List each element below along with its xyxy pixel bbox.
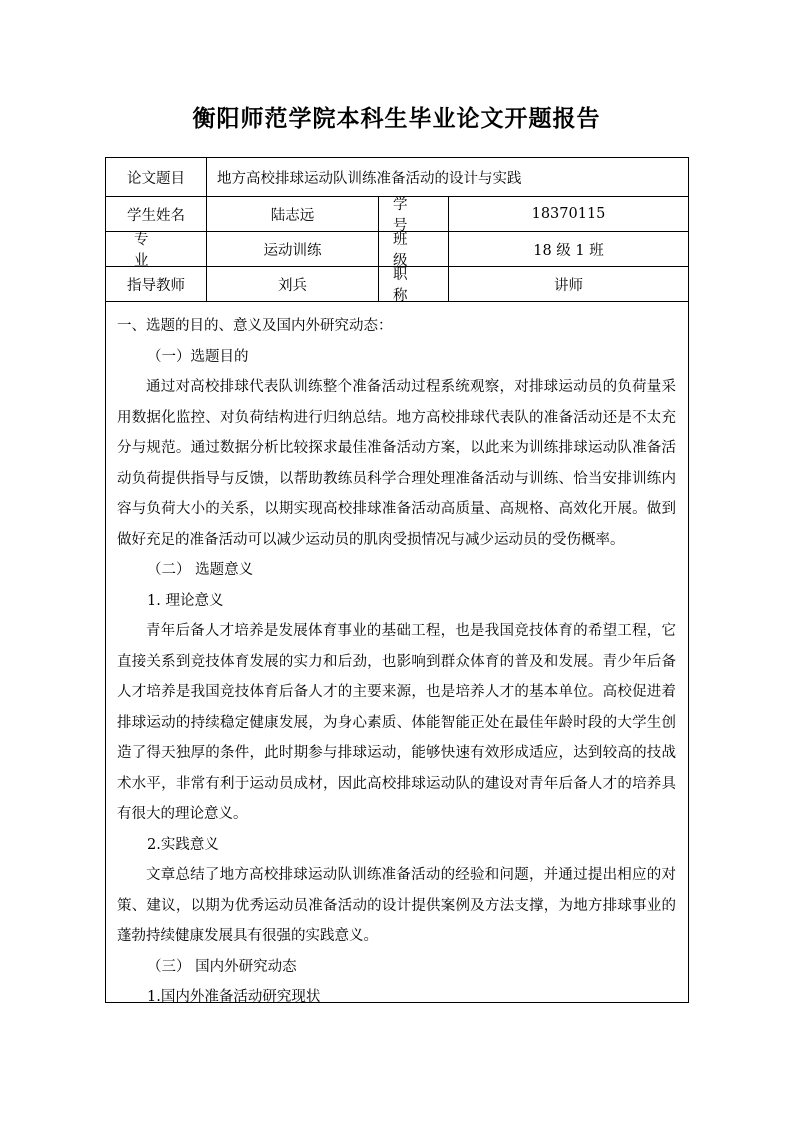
thesis-title-row [106, 158, 688, 197]
advisor-value: 刘兵 [207, 267, 379, 301]
class-label [379, 232, 449, 269]
sub3-heading: （三） 国内外研究动态 [147, 958, 297, 975]
sub2-heading: （二） 选题意义 [147, 562, 254, 578]
sub2-1-paragraph: 青年后备人才培养是发展体育事业的基础工程，也是我国竞技体育的希望工程，它直接关系到竞技体育发展的实力和后劲，也影响到群众体育的普及和发展。青少年后备人才培养是我国竞技体育后备人才的主要来源，也是培养人才的基本单位。高校促进着排球运动的持续稳定健康发展，为身心素质、体能智能正处在最佳年龄时段的大学生创造了得天独厚的条件，此时期参与排球运动，能够快速有效形成适应，达到较高的技战术水平，非常有利于运动员成材，因此高校排球运动队的建设对青年后备人才的培养具有很大的理论意义。 [117, 623, 676, 822]
thesis-title-value: 地方高校排球运动队训练准备活动的设计与实践 [217, 170, 522, 187]
major-row [106, 232, 688, 267]
sub3-1-heading: 1.国内外准备活动研究现状 [147, 989, 321, 1005]
class-label-text: 班 级 [393, 232, 422, 269]
class-value: 18 级 1 班 [533, 242, 604, 259]
student-name-label: 学生姓名 [106, 197, 207, 231]
student-name-value: 陆志远 [207, 197, 379, 231]
major-value: 运动训练 [207, 232, 379, 266]
sub2-2-paragraph: 文章总结了地方高校排球运动队训练准备活动的经验和问题，并通过提出相应的对策、建议，以期为优秀运动员准备活动的设计提供案例及方法支撑，为地方排球事业的蓬勃持续健康发展具有很强的实践意义。 [117, 867, 676, 944]
sub1-paragraph: 通过对高校排球代表队训练整个准备活动过程系统观察，对排球运动员的负荷量采用数据化监控、对负荷结构进行归纳总结。地方高校排球代表队的准备活动还是不太充分与规范。通过数据分析比较探求最佳准备活动方案，以此来为训练排球运动队准备活动负荷提供指导与反馈，以帮助教练员科学合理处理准备活动与训练、恰当安排训练内容与负荷大小的关系，以期实现高校排球准备活动高质量、高规格、高效化开展。做到做好充足的准备活动可以减少运动员的肌肉受损情况与减少运动员的受伤概率。 [117, 379, 676, 548]
student-id-label-text: 学 号 [393, 197, 422, 234]
title-rank-value: 讲师 [554, 277, 583, 294]
advisor-row [106, 267, 688, 302]
title-rank-label [379, 267, 449, 304]
student-id-label [379, 197, 449, 234]
major-label-text: 专 业 [134, 232, 177, 269]
sub2-1-heading: 1. 理论意义 [147, 592, 224, 609]
advisor-label: 指导教师 [106, 267, 207, 301]
section1-heading: 一、选题的目的、意义及国内外研究动态： [117, 318, 393, 334]
proposal-form-table [105, 157, 689, 1003]
major-label [106, 232, 207, 269]
page-title: 衡阳师范学院本科生毕业论文开题报告 [192, 105, 601, 132]
sub1-heading: （一）选题目的 [147, 348, 249, 365]
title-rank-label-text: 职 称 [393, 267, 422, 304]
thesis-title-label: 论文题目 [106, 158, 207, 196]
sub2-2-heading: 2.实践意义 [147, 836, 219, 853]
proposal-body [106, 302, 688, 1013]
student-id-value: 18370115 [531, 206, 606, 222]
student-row [106, 197, 688, 232]
